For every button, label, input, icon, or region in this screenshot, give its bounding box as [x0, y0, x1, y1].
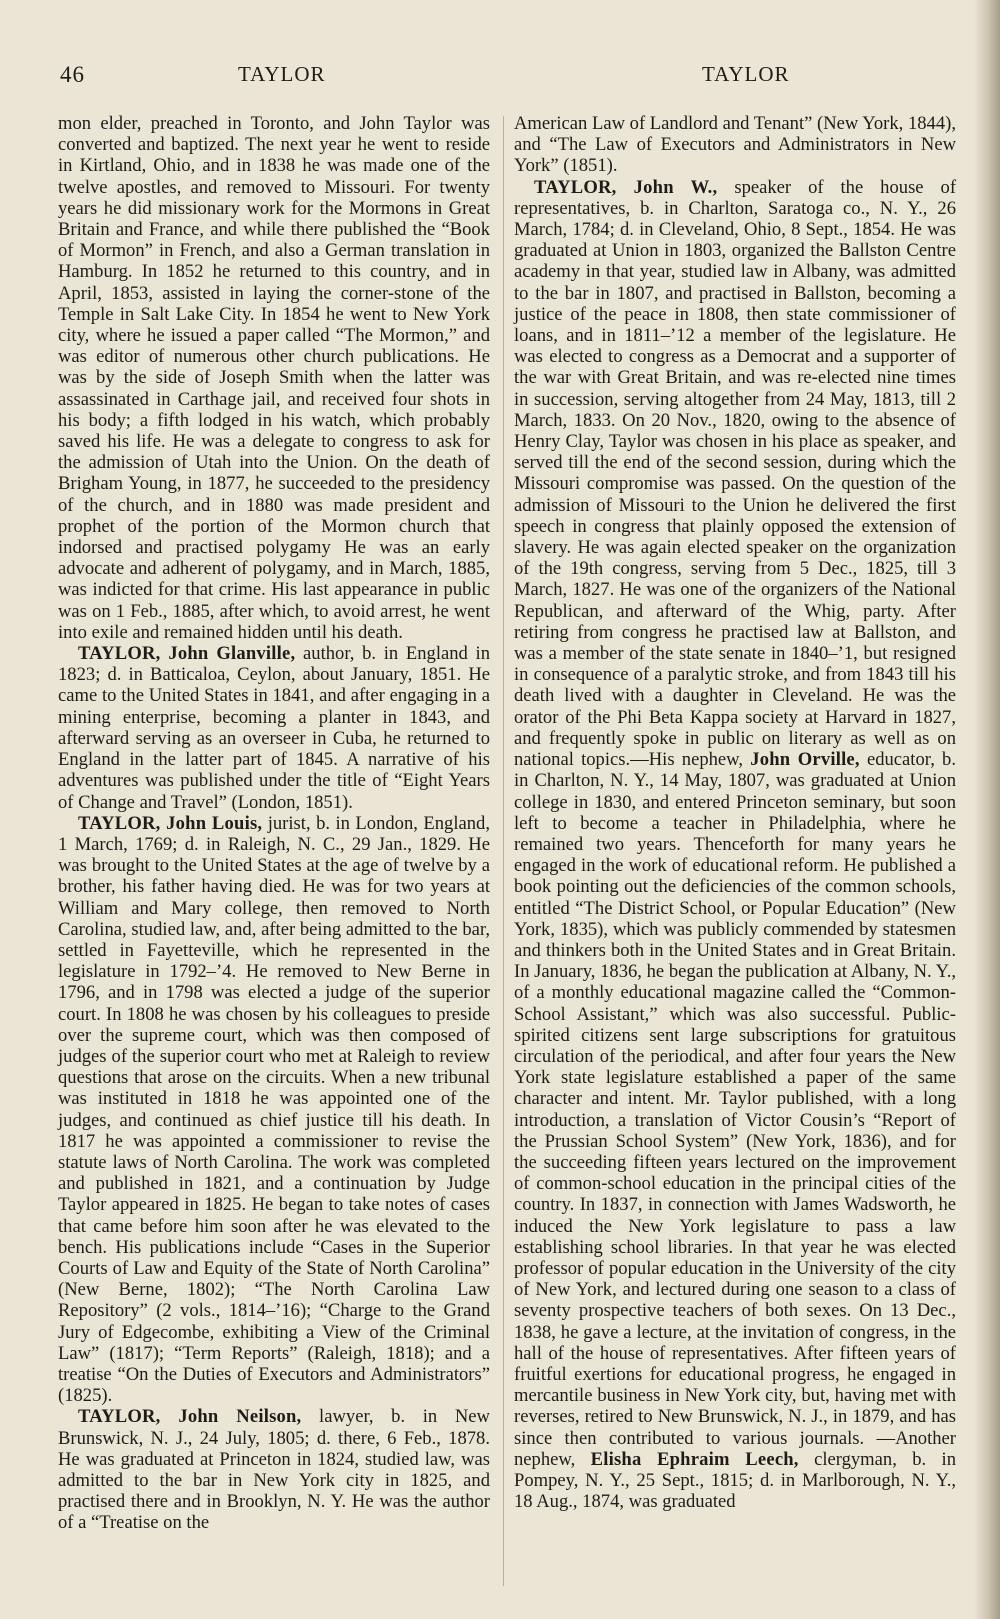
right-column — [514, 113, 956, 1512]
entry-text: author, b. in England in 1823; d. in Batticaloa, Ceylon, about January, 1851. He came to the United States in 1841, and after engaging in a mining enterprise, becoming a planter in 1843, and afterward serving as an overseer in Cuba, he returned to England in the latter part of 1845. A narrative of his adventures was published under the title of “Eight Years of Change and Travel” (London, 1851). — [58, 643, 490, 813]
entry-headword: TAYLOR, John Glanville, — [78, 643, 296, 665]
running-head — [52, 62, 932, 92]
left-running-head: TAYLOR — [238, 62, 326, 86]
left-column — [58, 113, 490, 1534]
page-edge-shadow — [974, 0, 1000, 1619]
page-number: 46 — [60, 62, 85, 87]
entry-headword: TAYLOR, John Louis, — [78, 812, 263, 834]
entry-headword: TAYLOR, John W., — [534, 176, 718, 198]
entry-text: lawyer, b. in New Brunswick, N. J., 24 July, 1805; d. there, 6 Feb., 1878. He was graduated at Princeton in 1824, studied law, was admitted to the bar in New York city in 1825, and practised there and in Brooklyn, N. Y. He was the author of a “Treatise on the — [58, 1406, 490, 1534]
entry-john-louis-taylor — [58, 813, 490, 1407]
sub-entry-name-john-orville: John Orville, — [750, 749, 860, 771]
sub-entry-text: clergyman, b. in Pompey, N. Y., 25 Sept., 1815; d. in Marlborough, N. Y., 18 Aug., 1874, was graduated — [514, 1448, 957, 1513]
entry-john-glanville-taylor — [58, 643, 490, 813]
column-divider — [503, 116, 504, 1586]
entry-text: speaker of the house of representatives, b. in Charlton, Saratoga co., N. Y., 26 March, 1784; d. in Cleveland, Ohio, 8 Sept., 1854. He was graduated at Union in 1803, organized the Ballston Centre academy in that year, studied law in Albany, was admitted to the bar in 1807, and practised in Ballston, becoming a justice of the peace in 1808, then state commissioner of loans, and in 1811–’12 a member of the legislature. He was elected to congress as a Democrat and a supporter of the war with Great Britain, and was re-elected nine times in succession, serving altogether from 24 May, 1813, till 2 March, 1833. On 20 Nov., 1820, owing to the absence of Henry Clay, Taylor was chosen in his place as speaker, and served till the end of the second session, during which the Missouri compromise was passed. On the question of the admission of Missouri to the Union he delivered the first speech in congress that plainly opposed the extension of slavery. He was again elected speaker on the organization of the 19th congress, serving from 5 Dec., 1825, till 3 March, 1827. He was one of the organizers of the National Republican, and afterward of the Whig, party. After retiring from congress he practised law at Ballston, and was a member of the state senate in 1840–’1, but resigned in consequence of a paralytic stroke, and from 1843 till his death lived with a daughter in Cleveland. He was the orator of the Phi Beta Kappa society at Harvard in 1827, and frequently spoke in public on literary as well as on national topics.—His nephew, — [514, 176, 957, 771]
right-running-head: TAYLOR — [702, 62, 790, 86]
continued-entry-text: mon elder, preached in Toronto, and John Taylor was converted and baptized. The next year he went to reside in Kirtland, Ohio, and in 1838 he was made one of the twelve apostles, and removed to Missouri. For twenty years he did missionary work for the Mormons in Great Britain and France, and while there published the “Book of Mormon” in French, and also a German translation in Hamburg. In 1852 he returned to this country, and in April, 1853, assisted in laying the corner-stone of the Temple in Salt Lake City. In 1854 he went to New York city, where he issued a paper called “The Mormon,” and was editor of numerous other church publications. He was by the side of Joseph Smith when the latter was assassinated in Carthage jail, and received four shots in his body; a fifth lodged in his watch, which probably saved his life. He was a delegate to congress to ask for the admission of Utah into the Union. On the death of Brigham Young, in 1877, he succeeded to the presidency of the church, and in 1880 was made president and prophet of the portion of the Mormon church that indorsed and practised polygamy He was an early advocate and adherent of polygamy, and in March, 1885, was indicted for that crime. His last appearance in public was on 1 Feb., 1885, after which, to avoid arrest, he went into exile and remained hidden until his death. — [58, 113, 490, 643]
entry-john-w-taylor — [514, 177, 956, 1513]
entry-john-neilson-taylor — [58, 1406, 490, 1533]
entry-headword: TAYLOR, John Neilson, — [78, 1406, 302, 1428]
continued-entry-text: American Law of Landlord and Tenant” (New York, 1844), and “The Law of Executors and Administrators in New York” (1851). — [514, 113, 956, 177]
sub-entry-text: educator, b. in Charlton, N. Y., 14 May, 1807, was graduated at Union college in 1830, and entered Princeton seminary, but soon left to become a teacher in Philadelphia, where he remained two years. Thenceforth for many years he engaged in the work of educational reform. He published a book pointing out the deficiencies of the common schools, entitled “The District School, or Popular Education” (New York, 1835), which was publicly commended by statesmen and thinkers both in the United States and in Great Britain. In January, 1836, he began the publication at Albany, N. Y., of a monthly educational magazine called the “Common-School Assistant,” which was also successful. Public-spirited citizens sent large subscriptions for gratuitous circulation of the periodical, and after four years the New York state legislature established a paper of the same character and intent. Mr. Taylor published, with a long introduction, a translation of Victor Cousin’s “Report of the Prussian School System” (New York, 1836), and for the succeeding fifteen years lectured on the improvement of common-school education in the principal cities of the country. In 1837, in connection with James Wadsworth, he induced the New York legislature to pass a law establishing school libraries. In that year he was elected professor of popular education in the University of the city of New York, and lectured during one season to a class of seventy prospective teachers of both sexes. On 13 Dec., 1838, he gave a lecture, at the invitation of congress, in the hall of the house of representatives. After fifteen years of fruitful exertions for educational progress, he engaged in mercantile business in New York city, but, having met with reverses, retired to New Brunswick, N. J., in 1879, and has since then contributed to various journals. —Another nephew, — [514, 749, 956, 1470]
sub-entry-name-elisha-ephraim-leech: Elisha Ephraim Leech, — [590, 1448, 799, 1470]
entry-text: jurist, b. in London, England, 1 March, 1769; d. in Raleigh, N. C., 29 Jan., 1829. He was brought to the United States at the age of twelve by a brother, his father having died. He was for two years at William and Mary college, then removed to North Carolina, studied law, and, after being admitted to the bar, settled in Fayetteville, which he represented in the legislature in 1792–’4. He removed to New Berne in 1796, and in 1798 was elected a judge of the superior court. In 1808 he was chosen by his colleagues to preside over the supreme court, which was then composed of judges of the superior court who met at Raleigh to review questions that arose on the circuits. When a new tribunal was instituted in 1818 he was appointed one of the judges, and continued as chief justice till his death. In 1817 he was appointed a commissioner to revise the statute laws of North Carolina. The work was completed and published in 1821, and a continuation by Judge Taylor appeared in 1825. He began to take notes of cases that came before him soon after he was elevated to the bench. His publications include “Cases in the Superior Courts of Law and Equity of the State of North Carolina” (New Berne, 1802); “The North Carolina Law Repository” (2 vols., 1814–’16); “Charge to the Grand Jury of Edgecombe, exhibiting a View of the Criminal Law” (1817); “Term Reports” (Raleigh, 1818); and a treatise “On the Duties of Executors and Administrators” (1825). — [58, 812, 490, 1407]
